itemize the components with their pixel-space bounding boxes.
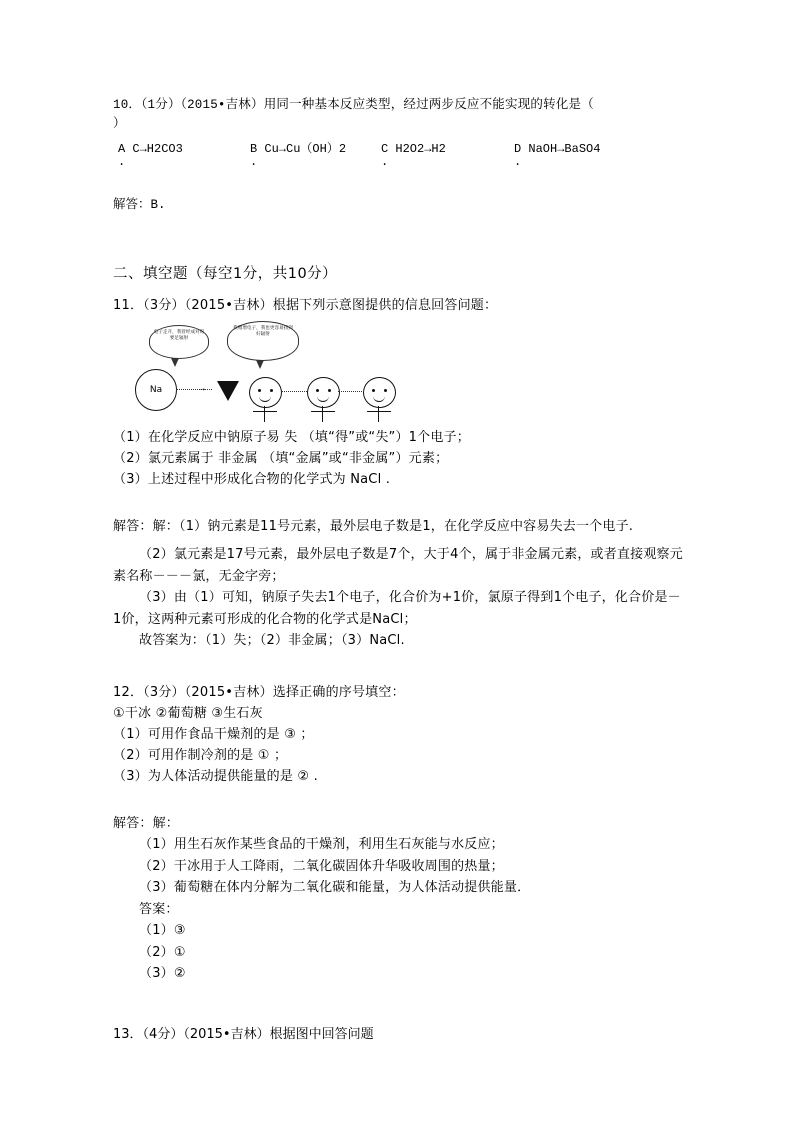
sodium-atom-icon [135,369,177,411]
character-arms-1 [253,411,277,412]
option-a-dot: . [118,155,126,169]
option-d-dot: . [514,155,522,169]
dotted-connector-3 [338,391,364,392]
option-c-dot: . [381,155,389,169]
question-12-sub-1: （1）可用作食品干燥剂的是 ③ ； [113,726,314,742]
question-12-choices: ①干冰 ②葡萄糖 ③生石灰 [113,705,263,721]
question-11-stem: 11．（3分）（2015•吉林）根据下列示意图提供的信息回答问题： [113,297,498,313]
question-13 [113,1023,683,1042]
character-body-1 [264,406,265,422]
question-12-stem: 12．（3分）（2015•吉林）选择正确的序号填空： [113,684,405,700]
question-11-sub-3: （3）上述过程中形成化合物的化学式为 NaCl . [113,471,391,487]
question-12-sub-3: （3）为人体活动提供能量的是 ② . [113,768,318,784]
question-11-explain-3: （3）由（1）可知，钠原子失去1个电子，化合价为+1价，氯原子得到1个电子，化合价是－1价，这两种元素可形成的化合物的化学式是NaCl； [113,590,681,627]
question-11-sub-2: （2）氯元素属于 非金属 （填“金属”或“非金属”）元素； [113,450,449,466]
option-a-text: A [118,142,126,156]
question-11-explain-4: 故答案为：（1）失；（2）非金属；（3）NaCl. [139,633,405,648]
question-12 [113,682,683,985]
character-head-3 [363,377,396,408]
character-smile-2 [317,394,329,402]
section-2-title: 二、填空题（每空1分，共10分） [113,265,338,282]
arrow-icon: → [197,382,207,394]
option-d-value: NaOH→BaSO4 [528,142,601,156]
question-11-explain-1: 解答：解：（1）钠元素是11号元素，最外层电子数是1，在化学反应中容易失去一个电子. [113,518,634,534]
document-body [113,96,683,1042]
option-a-value: C→H2CO3 [132,142,183,156]
character-head-2 [307,377,340,408]
option-d-text: D [514,142,522,156]
question-12-explain-head: 解答：解： [113,815,180,831]
question-10-stem: 10．（1分）（2015•吉林）用同一种基本反应类型，经过两步反应不能实现的转化是（ [113,98,594,112]
question-12-explain-3: （3）葡萄糖在体内分解为二氧化碳和能量，为人体活动提供能量． [139,880,531,895]
speech-bubble-right: 我赠增电子，我也更容易找到好辐射 [227,321,299,361]
question-10-answer: 解答：B. [113,198,166,212]
question-12-answer-1: （1）③ [139,923,186,938]
dotted-connector-2 [281,391,307,392]
question-12-answer-label: 答案： [139,901,179,917]
question-10 [113,96,683,216]
option-c-value: H2O2→H2 [395,142,446,156]
sodium-atom-label: Na [149,384,163,395]
question-13-stem: 13．（4分）（2015•吉林）根据图中回答问题 [113,1026,374,1042]
character-arms-3 [367,411,391,412]
speech-bubble-right-tail [256,360,264,369]
character-body-2 [322,406,323,422]
question-12-answer-3: （3）② [139,966,186,981]
question-11 [113,294,683,652]
option-b [250,140,347,169]
question-10-options [113,140,683,170]
option-c [381,140,446,169]
character-smile-1 [259,394,271,402]
character-smile-3 [373,394,385,402]
character-head-1 [249,377,282,408]
option-c-text: C [381,142,389,156]
question-11-figure [131,325,431,423]
option-b-dot: . [250,155,258,169]
character-body-3 [378,406,379,422]
question-12-answer-2: （2）① [139,944,186,960]
question-12-explain-1: （1）用生石灰作某些食品的干燥剂，利用生石灰能与水反应； [139,837,504,852]
question-12-explain-2: （2）干冰用于人工降雨，二氧化碳固体升华吸收周围的热量； [139,858,504,874]
question-12-sub-2: （2）可用作制冷剂的是 ① ； [113,747,288,763]
option-b-text: B [250,142,258,156]
option-b-value: Cu→Cu（OH）2 [264,142,347,156]
question-11-explain-2: （2）氯元素是17号元素，最外层电子数是7个，大于4个，属于非金属元素，或者直接观察元素名称－－－氯，无金字旁； [113,547,683,584]
speech-bubble-left-tail [171,358,179,367]
option-a [118,140,183,169]
speech-bubble-left: 电子走开，我曾经成对呀要足辐射 [149,325,209,359]
question-10-stem-cont: ） [113,117,126,131]
question-11-sub-1: （1）在化学反应中钠原子易 失 （填“得”或“失”）1个电子； [113,429,470,445]
option-d [514,140,601,169]
flask-icon [217,381,239,401]
spacer-1 [113,537,683,544]
character-arms-2 [311,411,335,412]
